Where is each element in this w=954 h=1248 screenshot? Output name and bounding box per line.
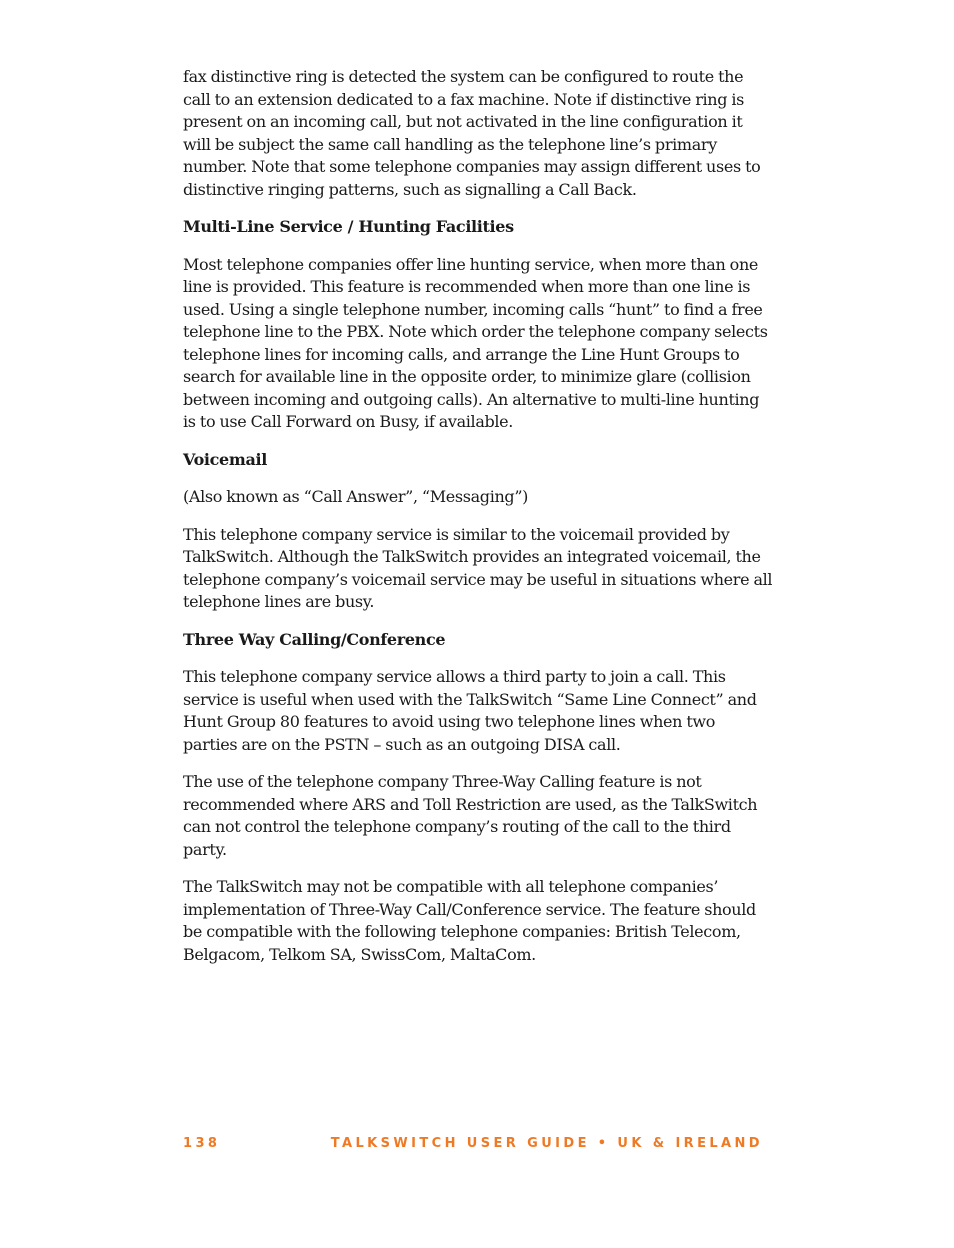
heading-multi-line-service: Multi-Line Service / Hunting Facilities — [183, 217, 514, 236]
page-body — [183, 66, 773, 981]
paragraph-three-way-calling-1: This telephone company service allows a third party to join a call. This service is useful when used with the TalkSwitch “Same Line Connect” and Hunt Group 80 features to avoid using two telephone lines when two parties are on the PSTN – such as an outgoing DISA call. — [183, 667, 757, 754]
heading-voicemail: Voicemail — [183, 449, 267, 469]
heading-three-way-calling: Three Way Calling/Conference — [183, 629, 446, 649]
paragraph-voicemail-aka: (Also known as “Call Answer”, “Messaging”) — [183, 487, 529, 506]
paragraph-multi-line-service: Most telephone companies offer line hunting service, when more than one line is provided. This feature is recommended when more than one line is used. Using a single telephone number, incoming calls “hunt” to find a free telephone line to the PBX. Note which order the telephone company selects telephone lines for incoming calls, and arrange the Line Hunt Groups to search for available line in the opposite order, to minimize glare (collision between incoming and outgoing calls). An alternative to multi-line hunting is to use Call Forward on Busy, if available. — [183, 254, 768, 431]
paragraph-fax-distinctive-ring: fax distinctive ring is detected the system can be configured to route the call to an extension dedicated to a fax machine. Note if distinctive ring is present on an incoming call, but not activated in the line configuration it will be subject the same call handling as the telephone line’s primary number. Note that some telephone companies may assign different uses to distinctive ringing patterns, such as signalling a Call Back. — [183, 67, 761, 199]
page-footer — [183, 1136, 763, 1154]
page-number: 138 — [183, 1136, 221, 1151]
paragraph-three-way-calling-2: The use of the telephone company Three-Way Calling feature is not recommended where ARS and Toll Restriction are used, as the TalkSwitch can not control the telephone company’s routing of the call to the third party. — [183, 772, 758, 859]
footer-guide-title: TALKSWITCH USER GUIDE • UK & IRELAND — [330, 1136, 763, 1151]
paragraph-voicemail: This telephone company service is similar to the voicemail provided by TalkSwitch. Although the TalkSwitch provides an integrated voicemail, the telephone company’s voicemail service may be useful in situations where all telephone lines are busy. — [183, 524, 773, 611]
paragraph-three-way-calling-3: The TalkSwitch may not be compatible with all telephone companies’ implementation of Three-Way Call/Conference service. The feature should be compatible with the following telephone companies: British Telecom, Belgacom, Telkom SA, SwissCom, MaltaCom. — [183, 877, 756, 964]
